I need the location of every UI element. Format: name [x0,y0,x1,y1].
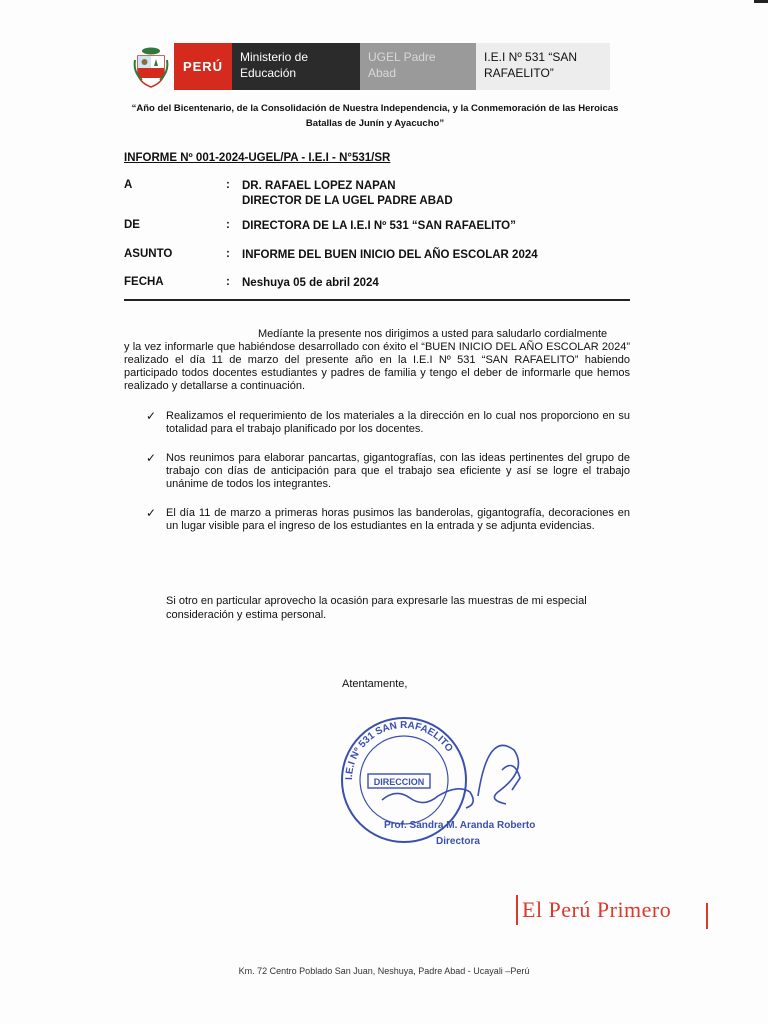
school-line2: RAFAELITO” [484,66,554,80]
meta-val-to-line2: DIRECTOR DE LA UGEL PADRE ABAD [242,195,453,207]
ugel-block [360,43,476,90]
ministry-block [232,43,360,90]
motto-bracket-right [706,903,708,929]
meta-key-date: FECHA [124,276,164,288]
stamp-sign-role: Directora [436,836,480,847]
meta-row-subject [124,248,634,276]
stamp-sign-name: Prof. Sandra M. Aranda Roberto [384,820,536,831]
letterhead [128,43,610,90]
ugel-line1: UGEL Padre [368,50,436,64]
ugel-line2: Abad [368,66,397,80]
peru-brand-block: PERÚ [174,43,232,90]
meta-colon: : [226,179,230,191]
stamp-ring-text: I.E.I Nº 531 SAN RAFAELITO [343,719,455,781]
meta-val-date: Neshuya 05 de abril 2024 [242,277,379,289]
year-phrase-line2: Batallas de Junín y Ayacucho” [305,118,445,129]
year-phrase [120,101,630,131]
meta-colon: : [226,219,230,231]
meta-val-to [242,179,634,219]
meta-colon: : [226,248,230,260]
meta-row-date [124,276,634,291]
stamp-box-text: DIRECCION [373,777,425,787]
closing-paragraph: Si otro en particular aprovecho la ocasión para expresarle las muestras de mi especial consideración y estima personal. [166,595,587,621]
meta-key-subject: ASUNTO [124,248,173,260]
list-item-text: Realizamos el requerimiento de los materiales a la dirección en lo cual nos proporciono en su totalidad para el trabajo planificado por los docentes. [166,410,630,435]
check-icon: ✓ [146,506,157,520]
meta-val-from: DIRECTORA DE LA I.E.I Nº 531 “SAN RAFAELITO” [242,220,516,232]
memo-header [124,179,634,291]
ministry-line2: Educación [240,66,297,80]
meta-row-from [124,219,634,248]
peru-coat-of-arms-icon [128,43,174,90]
intro-first-line: Medíante la presente nos dirigimos a usted para saludarlo cordialmente [258,328,608,340]
year-phrase-line1: “Año del Bicentenario, de la Consolidación de Nuestra Independencia, y la Conmemoración de las Heroicas [131,103,619,114]
list-item [146,452,630,491]
activity-list [146,410,630,549]
meta-row-to [124,179,634,219]
meta-key-from: DE [124,219,140,231]
scan-edge-mark [754,0,768,3]
intro-rest: y la vez informarle que habiéndose desarrollado con éxito el “BUEN INICIO DEL AÑO ESCOLAR 2024” realizado el día 11 de marzo del presente año en la I.E.I Nº 531 “SAN RAFAELITO” habiendo participado todos docentes estudiantes y padres de familia y tengo el deber de informarle que hemos realizado y detallarse a continuación. [124,341,630,392]
list-item [146,410,630,436]
meta-colon: : [226,276,230,288]
list-item-text: El día 11 de marzo a primeras horas pusimos las banderolas, gigantografía, decoraciones en un lugar visible para el ingreso de los estudiantes en la entrada y se adjunta evidencias. [166,507,630,532]
school-line1: I.E.I Nº 531 “SAN [484,50,578,64]
header-divider [124,299,630,301]
meta-val-subject: INFORME DEL BUEN INICIO DEL AÑO ESCOLAR 2024 [242,249,538,261]
report-reference: INFORME Nº 001-2024-UGEL/PA - I.E.I - N°531/SR [124,152,391,164]
footer-address: Km. 72 Centro Poblado San Juan, Neshuya, Padre Abad - Ucayali –Perú [238,966,530,976]
ministry-line1: Ministerio de [240,50,309,64]
regards-line: Atentamente, [342,678,408,690]
school-block [476,43,610,90]
list-item-text: Nos reunimos para elaborar pancartas, gigantografías, con las ideas pertinentes del grupo de trabajo con días de anticipación para que el trabajo sea eficiente y así se logre el trabajo unánime de todos los integrantes. [166,452,630,490]
check-icon: ✓ [146,451,157,465]
list-item [146,507,630,533]
motto-text: El Perú Primero [522,897,672,922]
motto-logo [516,893,708,929]
check-icon: ✓ [146,409,157,423]
meta-val-to-line1: DR. RAFAEL LOPEZ NAPAN [242,180,396,192]
meta-key-to: A [124,179,133,191]
motto-bracket-left [516,895,518,925]
intro-paragraph [124,328,630,393]
official-stamp-and-signature [338,700,558,860]
